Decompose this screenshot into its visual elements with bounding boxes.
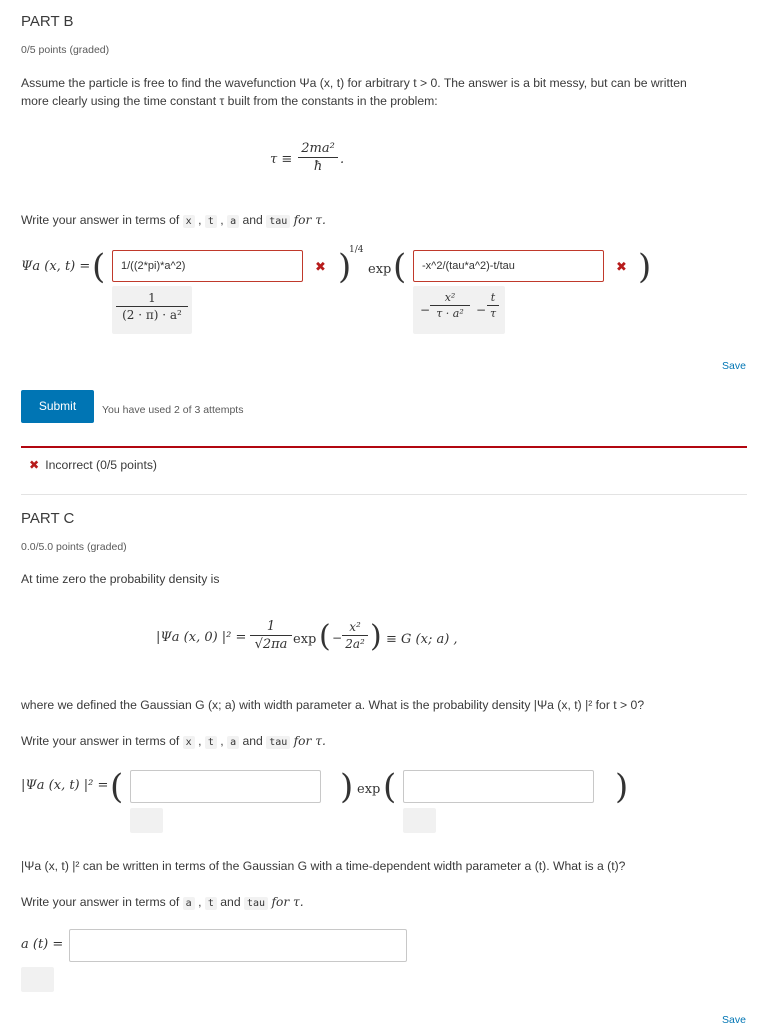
right-paren: ) xyxy=(338,247,352,287)
var-tau: tau xyxy=(266,215,290,228)
eq-rhs: ≡ G (x; a) , xyxy=(386,632,458,647)
psi-lhs: Ψa (x, t) = xyxy=(21,259,91,274)
psi-exponent-input[interactable]: -x^2/(tau*a^2)-t/tau xyxy=(413,250,604,282)
attempts-text: You have used 2 of 3 attempts xyxy=(102,404,244,416)
var-tau-c: tau xyxy=(266,736,290,749)
power-label: 1/4 xyxy=(349,245,364,255)
c-right-paren: ) xyxy=(340,767,354,807)
c-exp-label: exp xyxy=(357,782,381,797)
var-x-c: x xyxy=(183,736,195,749)
exp-left-paren: ( xyxy=(393,247,407,287)
save-link-c[interactable]: Save xyxy=(722,1014,746,1026)
part-c-instructions2: Write your answer in terms of a , t and tau for τ. xyxy=(21,895,304,909)
density-exponent-preview xyxy=(403,808,436,833)
eq-fraction: 1 √2πa xyxy=(250,619,292,652)
c-exp-right-paren: ) xyxy=(615,767,629,807)
part-c-question: where we defined the Gaussian G (x; a) with width parameter a. What is the probability density |Ψa (x, t) |² for t > 0? xyxy=(21,698,645,712)
var-t-c2: t xyxy=(205,897,217,910)
incorrect-x-icon: ✖ xyxy=(315,259,326,274)
part-c-instructions: Write your answer in terms of x , t , a and tau for τ. xyxy=(21,734,326,748)
eq-exp: exp xyxy=(293,632,317,647)
density-prefactor-preview xyxy=(130,808,163,833)
part-b-intro-line1: Assume the particle is free to find the wavefunction Ψa (x, t) for arbitrary t > 0. The answer is a bit messy, but can be written xyxy=(21,76,687,90)
incorrect-x-icon-2: ✖ xyxy=(616,259,627,274)
eq-inner-fraction: x² 2a² xyxy=(342,620,368,651)
exp-right-paren: ) xyxy=(638,247,652,287)
var-t-c: t xyxy=(205,736,217,749)
part-c-question2: |Ψa (x, t) |² can be written in terms of the Gaussian G with a time-dependent width parameter a (t). What is a (t)? xyxy=(21,859,626,873)
density-exponent-input[interactable] xyxy=(403,770,594,803)
tau-def-numerator: 2ma² xyxy=(301,141,335,156)
part-c-intro: At time zero the probability density is xyxy=(21,572,220,586)
density-lhs: |Ψa (x, t) |² = xyxy=(21,778,109,793)
left-paren: ( xyxy=(92,247,106,287)
width-parameter-input[interactable] xyxy=(69,929,407,962)
at-lhs: a (t) = xyxy=(21,937,64,952)
part-c-title: PART C xyxy=(21,510,75,527)
c-exp-left-paren: ( xyxy=(383,767,397,807)
exp-label: exp xyxy=(368,262,392,277)
eq-left-paren: ( xyxy=(319,619,331,654)
tau-def-fraction xyxy=(298,141,338,174)
var-x: x xyxy=(183,215,195,228)
prefactor-preview: 1 (2 · π) · a² xyxy=(112,286,192,334)
exponent-preview: − x² τ · a² − t τ xyxy=(413,286,505,334)
save-link-b[interactable]: Save xyxy=(722,360,746,372)
width-parameter-preview xyxy=(21,967,54,992)
var-a-c: a xyxy=(227,736,239,749)
tau-def-denominator: ħ xyxy=(313,159,323,174)
c-left-paren: ( xyxy=(110,767,124,807)
var-t: t xyxy=(205,215,217,228)
eq-lhs: |Ψa (x, 0) |² = xyxy=(156,630,247,645)
part-c-points: 0.0/5.0 points (graded) xyxy=(21,541,127,553)
submit-button[interactable]: Submit xyxy=(21,390,94,423)
tau-def-tail: . xyxy=(340,152,345,167)
incorrect-icon: ✖ xyxy=(29,458,40,472)
eq-inner-minus: − xyxy=(332,631,343,645)
part-b-instructions: Write your answer in terms of x , t , a and tau for τ. xyxy=(21,213,326,227)
part-b-points: 0/5 points (graded) xyxy=(21,44,110,56)
tau-def-lhs: τ ≡ xyxy=(270,152,293,167)
var-a-c2: a xyxy=(183,897,195,910)
section-divider xyxy=(21,494,747,495)
incorrect-status: ✖ Incorrect (0/5 points) xyxy=(29,458,157,472)
part-b-intro-line2: more clearly using the time constant τ built from the constants in the problem: xyxy=(21,94,438,108)
eq-right-paren: ) xyxy=(370,619,382,654)
density-prefactor-input[interactable] xyxy=(130,770,321,803)
var-tau-c2: tau xyxy=(244,897,268,910)
part-b-title: PART B xyxy=(21,13,74,30)
psi-prefactor-input[interactable]: 1/((2*pi)*a^2) xyxy=(112,250,303,282)
status-divider xyxy=(21,446,747,448)
var-a: a xyxy=(227,215,239,228)
